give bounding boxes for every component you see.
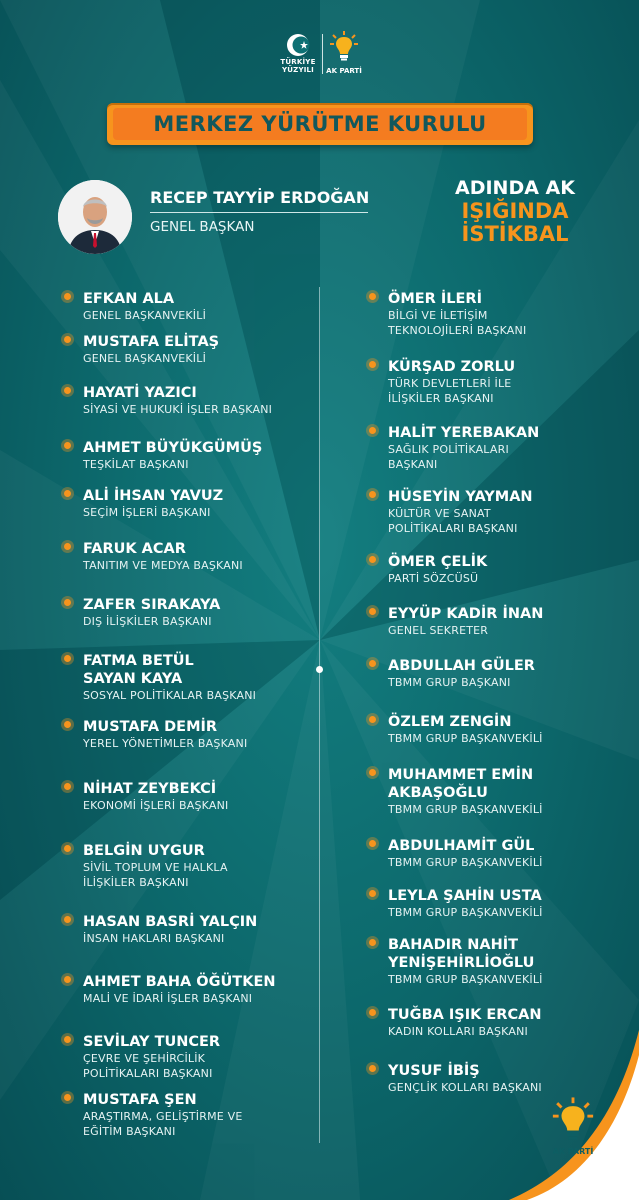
bullet-dot-icon [64,1094,71,1101]
member-name: HAYATİ YAZICI [83,385,197,401]
bullet-dot-icon [369,556,376,563]
member-entry [388,553,487,586]
member-entry [83,1033,220,1081]
corner-ak-parti-logo [545,1096,601,1156]
turkiye-yuzyili-logo [276,32,320,74]
member-role: SEÇİM İŞLERİ BAŞKANI [83,506,211,519]
slogan-line-1: ADINDA AK [455,177,575,199]
member-role: BAŞKANI [388,458,438,471]
bullet-dot-icon [64,655,71,662]
member-entry [83,596,220,629]
lightbulb-icon [551,1096,595,1142]
member-name: MUSTAFA ŞEN [83,1092,197,1108]
member-role: SİVİL TOPLUM VE HALKLA [83,861,228,874]
member-entry [388,358,515,406]
member-role: TEKNOLOJİLERİ BAŞKANI [388,324,527,337]
bullet-dot-icon [369,890,376,897]
member-entry [388,887,543,920]
crescent-star-icon [285,32,311,58]
bullet-dot-icon [64,976,71,983]
bullet-dot-icon [369,608,376,615]
member-name: SAYAN KAYA [83,671,183,687]
leader-avatar [58,180,132,254]
member-name: FATMA BETÜL [83,653,194,669]
member-role: KADIN KOLLARI BAŞKANI [388,1025,528,1038]
member-role: TBMM GRUP BAŞKANI [388,676,511,689]
bullet-dot-icon [64,1036,71,1043]
member-role: ARAŞTIRMA, GELİŞTİRME VE [83,1110,243,1123]
bullet-dot-icon [64,916,71,923]
member-role: SİYASİ VE HUKUKİ İŞLER BAŞKANI [83,403,273,416]
member-entry [388,713,543,746]
bullet-dot-icon [369,660,376,667]
member-name: LEYLA ŞAHİN USTA [388,888,542,904]
member-role: TBMM GRUP BAŞKANVEKİLİ [388,856,543,869]
logo-divider [322,34,323,74]
member-role: SAĞLIK POLİTİKALARI [388,443,509,456]
member-name: SEVİLAY TUNCER [83,1034,221,1050]
leader-underline [150,212,368,213]
member-role: İLİŞKİLER BAŞKANI [83,876,189,889]
slogan-line-3: İSTİKBAL [461,222,569,246]
member-name: YUSUF İBİŞ [388,1063,480,1079]
bullet-dot-icon [64,543,71,550]
corner-logo-text: AK PARTİ [552,1147,594,1156]
member-name: NİHAT ZEYBEKCİ [83,781,217,797]
bullet-dot-icon [64,442,71,449]
title-banner-inner [113,108,527,140]
member-entry [83,652,256,703]
member-name: BAHADIR NAHİT [388,937,519,953]
member-name: ÖMER İLERİ [388,291,482,307]
member-role: GENEL SEKRETER [388,624,489,637]
bullet-dot-icon [64,490,71,497]
member-role: TBMM GRUP BAŞKANVEKİLİ [388,803,543,816]
bullet-dot-icon [369,1009,376,1016]
logo-left-text-1: TÜRKİYE [280,58,316,66]
member-name: ALİ İHSAN YAVUZ [83,488,224,504]
member-entry [83,333,219,366]
slogan [440,177,590,246]
bullet-dot-icon [64,845,71,852]
member-role: EĞİTİM BAŞKANI [83,1125,176,1138]
member-role: İNSAN HAKLARI BAŞKANI [83,932,225,945]
member-name: FARUK ACAR [83,541,186,557]
member-entry [388,605,543,638]
member-role: TANITIM VE MEDYA BAŞKANI [83,559,243,572]
member-entry [388,936,543,987]
member-name: ABDULLAH GÜLER [388,658,535,674]
member-role: PARTİ SÖZCÜSÜ [388,572,479,585]
member-name: HASAN BASRİ YALÇIN [83,914,258,930]
member-role: POLİTİKALARI BAŞKANI [388,522,518,535]
member-name: MUSTAFA ELİTAŞ [83,334,220,350]
member-entry [83,487,223,520]
title-banner [107,103,533,145]
member-entry [388,766,543,817]
leader-name: RECEP TAYYİP ERDOĞAN [150,188,370,207]
bullet-dot-icon [64,293,71,300]
member-role: TEŞKİLAT BAŞKANI [83,458,189,471]
member-name: HÜSEYİN YAYMAN [388,489,533,505]
bullet-dot-icon [369,491,376,498]
member-entry [83,1091,243,1139]
member-entry [83,718,247,751]
bullet-dot-icon [64,721,71,728]
member-name: ÖZLEM ZENGİN [388,714,512,730]
member-name: EYYÜP KADİR İNAN [388,606,544,622]
ak-parti-logo [326,30,362,75]
member-entry [83,780,229,813]
member-entry [83,913,257,946]
member-entry [83,290,206,323]
bullet-dot-icon [369,939,376,946]
header-logos [0,30,639,80]
bullet-dot-icon [64,599,71,606]
member-role: TBMM GRUP BAŞKANVEKİLİ [388,906,543,919]
divider-dot [316,666,323,673]
member-entry [83,973,275,1006]
bullet-dot-icon [369,840,376,847]
member-entry [83,540,243,573]
member-role: BİLGİ VE İLETİŞİM [388,309,488,322]
member-entry [388,488,533,536]
member-role: SOSYAL POLİTİKALAR BAŞKANI [83,689,257,702]
member-role: TBMM GRUP BAŞKANVEKİLİ [388,973,543,986]
member-name: AHMET BAHA ÖĞÜTKEN [83,974,276,990]
bullet-dot-icon [369,1065,376,1072]
member-name: BELGİN UYGUR [83,843,205,859]
member-name: EFKAN ALA [83,291,175,307]
member-role: POLİTİKALARI BAŞKANI [83,1067,213,1080]
member-role: TBMM GRUP BAŞKANVEKİLİ [388,732,543,745]
member-entry [83,842,228,890]
member-role: İLİŞKİLER BAŞKANI [388,392,494,405]
member-role: ÇEVRE VE ŞEHİRCİLİK [83,1052,206,1065]
column-divider [319,287,320,1143]
member-role: DIŞ İLİŞKİLER BAŞKANI [83,615,212,628]
member-role: TÜRK DEVLETLERİ İLE [388,377,512,390]
member-role: GENEL BAŞKANVEKİLİ [83,309,207,322]
member-name: HALİT YEREBAKAN [388,425,540,441]
bullet-dot-icon [64,387,71,394]
logo-right-text: AK PARTİ [326,67,362,75]
member-name: YENİŞEHİRLİOĞLU [388,955,535,971]
logo-left-text-2: YÜZYILI [282,66,314,74]
member-name: ZAFER SIRAKAYA [83,597,221,613]
member-entry [388,424,539,472]
member-name: KÜRŞAD ZORLU [388,359,516,375]
leader-title: GENEL BAŞKAN [150,219,255,235]
bullet-dot-icon [64,336,71,343]
member-role: EKONOMİ İŞLERİ BAŞKANI [83,799,229,812]
member-name: ÖMER ÇELİK [388,554,488,570]
member-entry [83,384,272,417]
member-entry [388,837,543,870]
bullet-dot-icon [369,427,376,434]
bullet-dot-icon [369,293,376,300]
lightbulb-icon [329,30,359,62]
bullet-dot-icon [369,769,376,776]
page-title: MERKEZ YÜRÜTME KURULU [153,112,487,136]
member-role: GENEL BAŞKANVEKİLİ [83,352,207,365]
slogan-line-2: IŞIĞINDA [461,199,569,223]
member-entry [83,439,262,472]
member-role: KÜLTÜR VE SANAT [388,507,491,520]
member-name: MUHAMMET EMİN [388,767,534,783]
member-name: ABDULHAMİT GÜL [388,838,535,854]
member-role: YEREL YÖNETİMLER BAŞKANI [83,737,248,750]
member-entry [388,657,535,690]
member-name: AHMET BÜYÜKGÜMÜŞ [83,440,263,456]
bullet-dot-icon [64,783,71,790]
member-name: TUĞBA IŞIK ERCAN [388,1007,542,1023]
member-name: MUSTAFA DEMİR [83,719,218,735]
member-name: AKBAŞOĞLU [388,785,488,801]
person-silhouette-icon [58,180,132,254]
bullet-dot-icon [369,361,376,368]
bullet-dot-icon [369,716,376,723]
member-role: GENÇLİK KOLLARI BAŞKANI [388,1081,542,1094]
member-entry [388,290,526,338]
member-role: MALİ VE İDARİ İŞLER BAŞKANI [83,992,253,1005]
